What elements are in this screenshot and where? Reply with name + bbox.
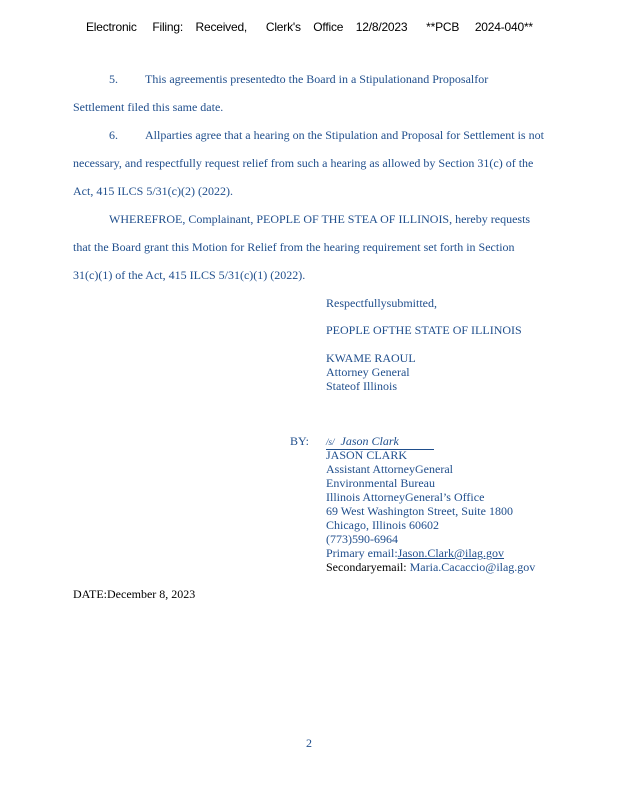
contact-block [326, 448, 535, 574]
secondary-email-link[interactable]: Maria.Cacaccio@ilag.gov [409, 560, 536, 574]
page-number: 2 [306, 736, 312, 750]
paragraph-6-line-2: necessary, and respectfully request relief from such a hearing as allowed by Section 31(c) of the [73, 156, 534, 170]
signature-prefix: /s/ [326, 437, 335, 447]
paragraph-6-line-3: Act, 415 ILCS 5/31(c)(2) (2022). [73, 184, 233, 198]
attorney-title: Assistant AttorneyGeneral [326, 462, 453, 476]
primary-email-label: Primary email: [326, 546, 398, 560]
paragraph-5-number: 5. [109, 72, 118, 86]
street-address: 69 West Washington Street, Suite 1800 [326, 504, 513, 518]
filing-header: Electronic Filing: Received, Clerk's Office 12/8/2023 **PCB 2024-040** [86, 20, 533, 34]
bureau: Environmental Bureau [326, 476, 435, 490]
closing: Respectfullysubmitted, [326, 296, 437, 310]
primary-email-link[interactable]: Jason.Clark@ilag.gov [397, 546, 505, 560]
attorney-name: JASON CLARK [326, 448, 408, 462]
by-label: BY: [290, 434, 309, 448]
paragraph-5-line-2: Settlement filed this same date. [73, 100, 224, 114]
ag-state: Stateof Illinois [326, 379, 397, 393]
wherefore-line-2: that the Board grant this Motion for Relief from the hearing requirement set forth in Section [73, 240, 515, 254]
date-line: DATE:December 8, 2023 [73, 587, 196, 601]
signature-name: Jason Clark [340, 434, 399, 448]
paragraph-5-line-1: This agreementis presentedto the Board in a Stipulationand Proposalfor [145, 72, 489, 86]
secondary-email-label: Secondaryemail: [326, 560, 407, 574]
paragraph-6-line-1: Allparties agree that a hearing on the Stipulation and Proposal for Settlement is not [145, 128, 544, 142]
primary-email-line [326, 546, 535, 560]
ag-name: KWAME RAOUL [326, 351, 416, 365]
wherefore-line-3: 31(c)(1) of the Act, 415 ILCS 5/31(c)(1) (2022). [73, 268, 306, 282]
attorney-general-block [326, 351, 416, 393]
paragraph-6-number: 6. [109, 128, 118, 142]
office: Illinois AttorneyGeneral’s Office [326, 490, 485, 504]
ag-title: Attorney General [326, 365, 410, 379]
city-address: Chicago, Illinois 60602 [326, 518, 439, 532]
party-name: PEOPLE OFTHE STATE OF ILLINOIS [326, 323, 522, 337]
phone: (773)590-6964 [326, 532, 398, 546]
wherefore-line-1: WHEREFROE, Complainant, PEOPLE OF THE STEA OF ILLINOIS, hereby requests [109, 212, 531, 226]
secondary-email-line [326, 560, 535, 574]
